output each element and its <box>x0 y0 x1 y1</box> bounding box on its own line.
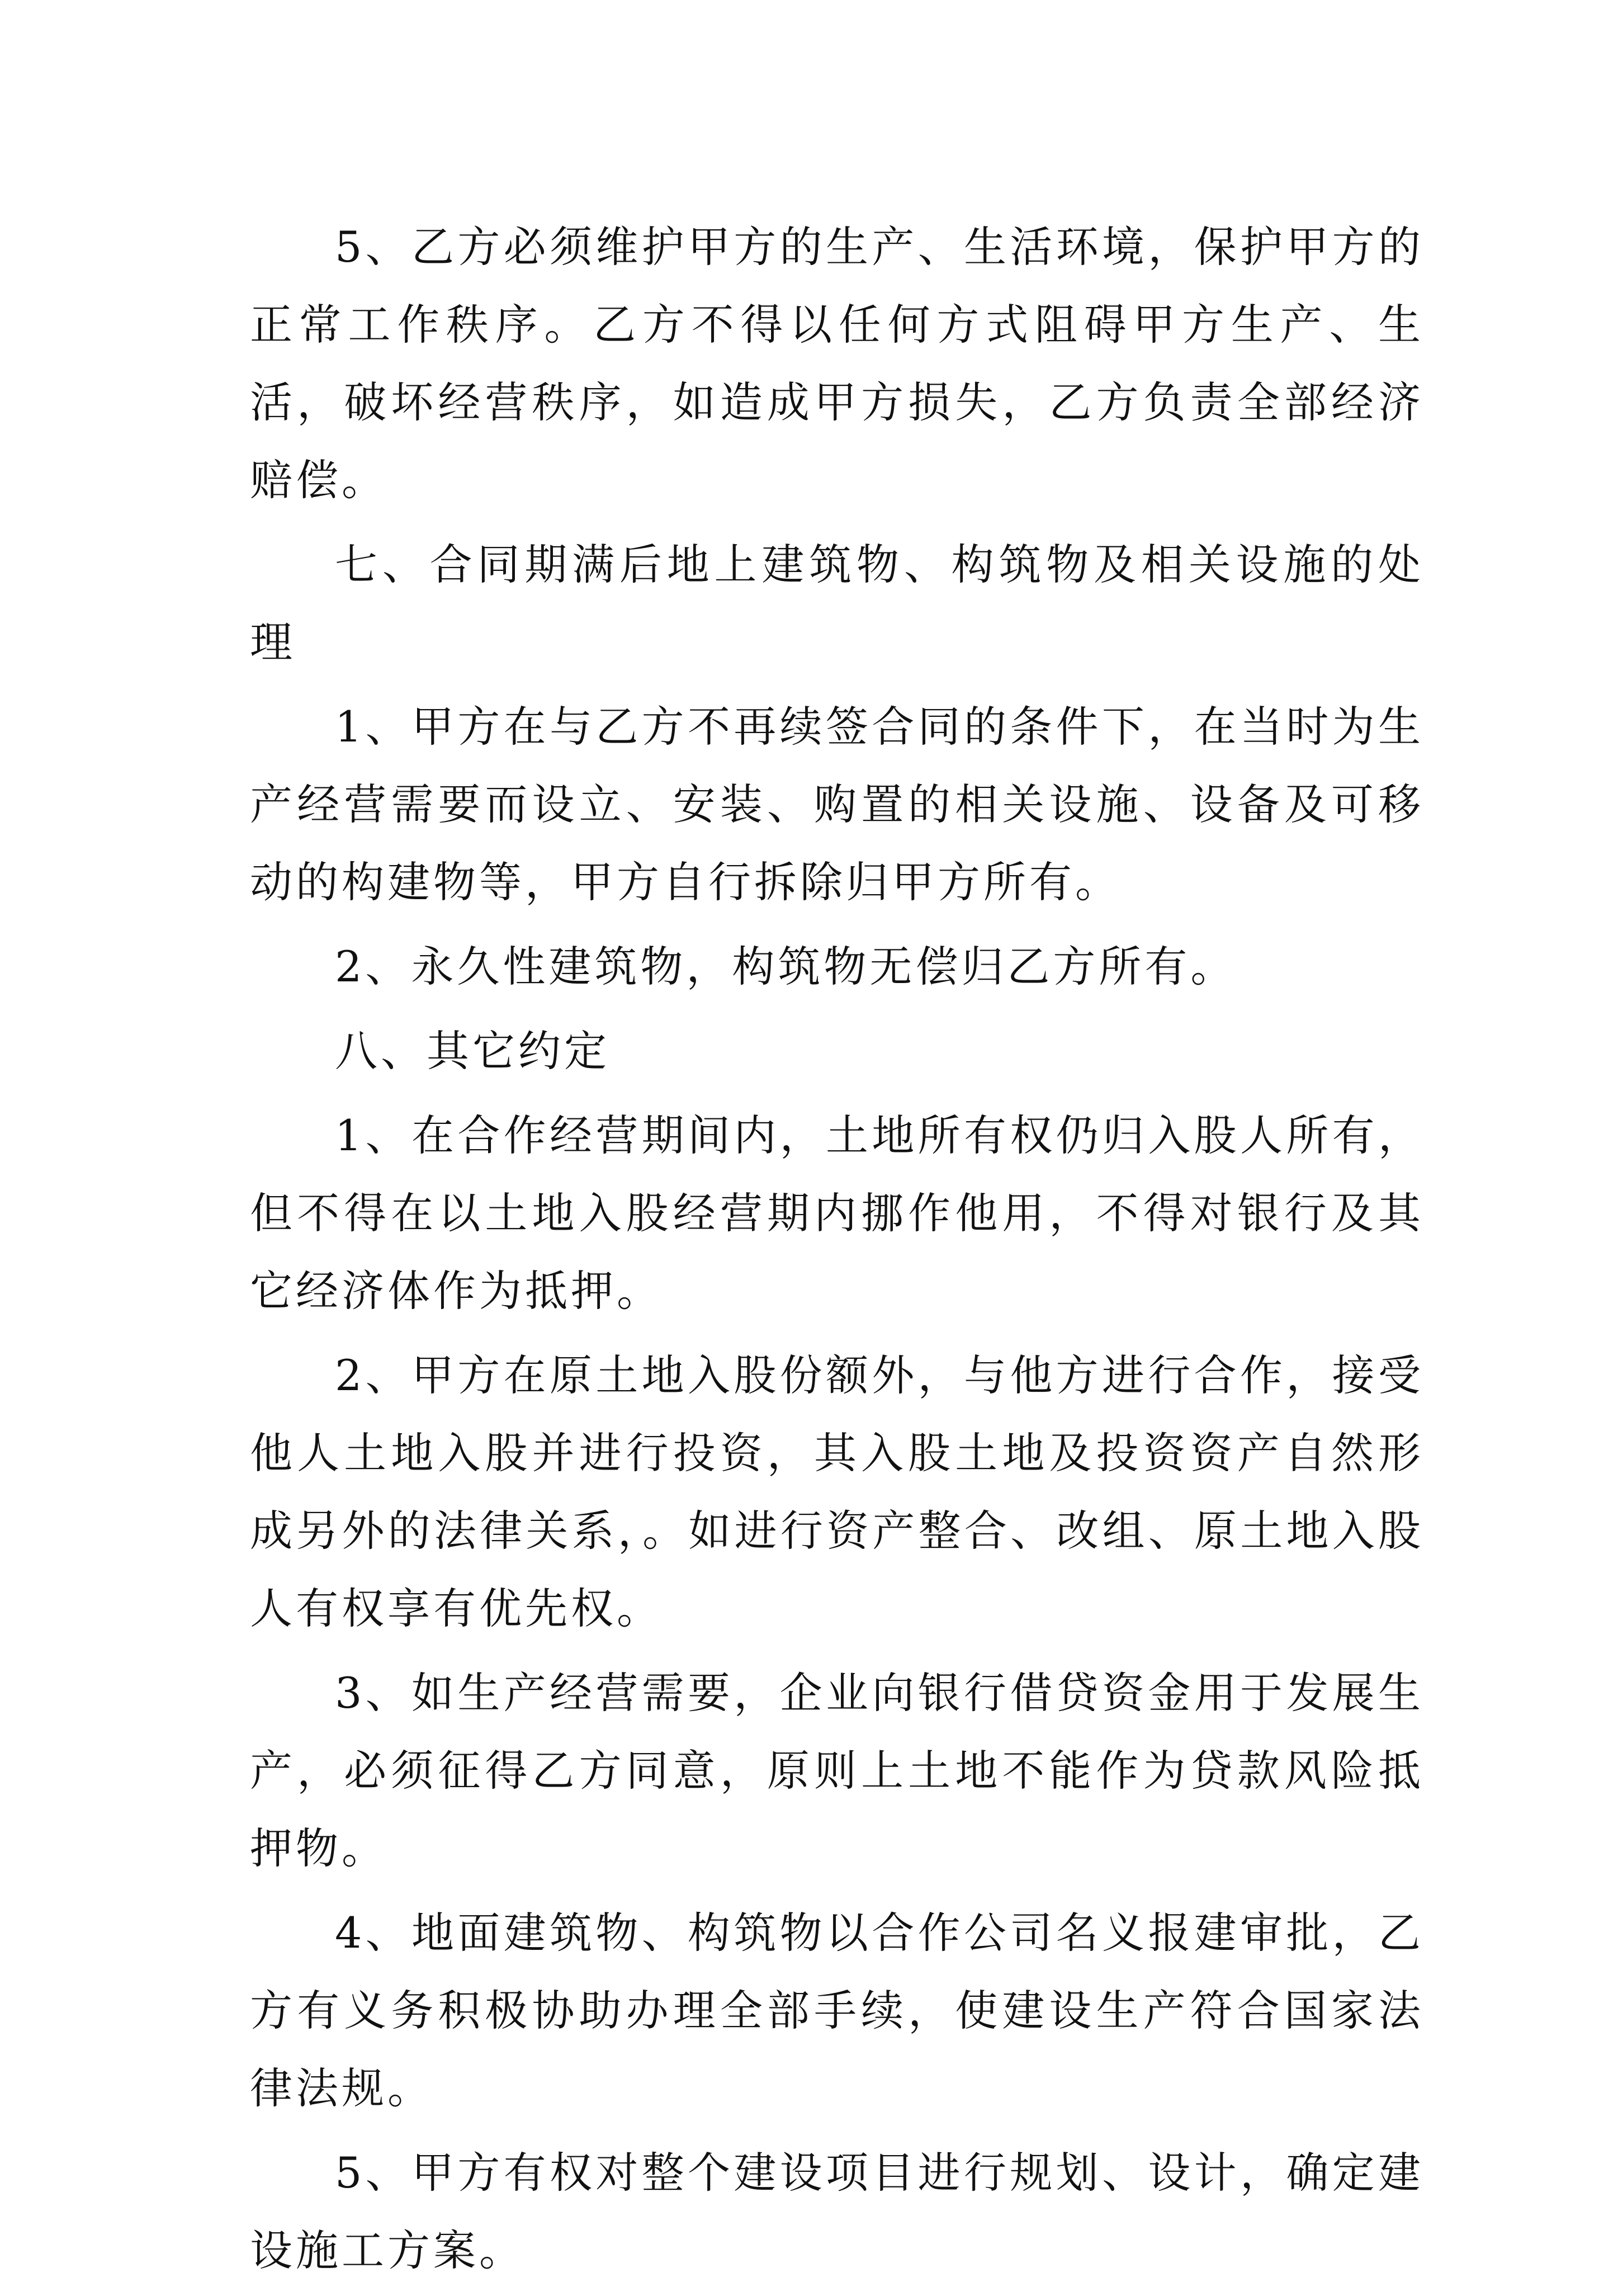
section-heading-seven: 七、合同期满后地上建筑物、构筑物及相关设施的处理 <box>250 540 1424 667</box>
paragraph-facilities-removal: 1、甲方在与乙方不再续签合同的条件下，在当时为生产经营需要而设立、安装、购置的相关设施、设备及可移动的构建物等，甲方自行拆除归甲方所有。 <box>250 702 1424 907</box>
paragraph-cooperation-others: 2、甲方在原土地入股份额外，与他方进行合作，接受他人土地入股并进行投资，其入股土地及投资资产自然形成另外的法律关系，。如进行资产整合、改组、原土地入股人有权享有优先权。 <box>250 1350 1424 1633</box>
paragraph-construction-approval: 4、地面建筑物、构筑物以合作公司名义报建审批，乙方有义务积极协助办理全部手续，使建设生产符合国家法律法规。 <box>250 1908 1424 2113</box>
paragraph-land-ownership: 1、在合作经营期间内，土地所有权仍归入股人所有，但不得在以土地入股经营期内挪作他用，不得对银行及其它经济体作为抵押。 <box>250 1111 1424 1316</box>
document-body <box>250 208 1424 2296</box>
paragraph-project-planning: 5、甲方有权对整个建设项目进行规划、设计，确定建设施工方案。 <box>250 2148 1424 2275</box>
paragraph-bank-loans: 3、如生产经营需要，企业向银行借贷资金用于发展生产，必须征得乙方同意，原则上土地不能作为贷款风险抵押物。 <box>250 1668 1424 1873</box>
section-heading-eight: 八、其它约定 <box>335 1026 610 1076</box>
paragraph-party-b-environment: 5、乙方必须维护甲方的生产、生活环境，保护甲方的正常工作秩序。乙方不得以任何方式阻碍甲方生产、生活，破坏经营秩序，如造成甲方损失，乙方负责全部经济赔偿。 <box>250 222 1424 505</box>
paragraph-permanent-buildings: 2、永久性建筑物，构筑物无偿归乙方所有。 <box>335 942 1237 991</box>
